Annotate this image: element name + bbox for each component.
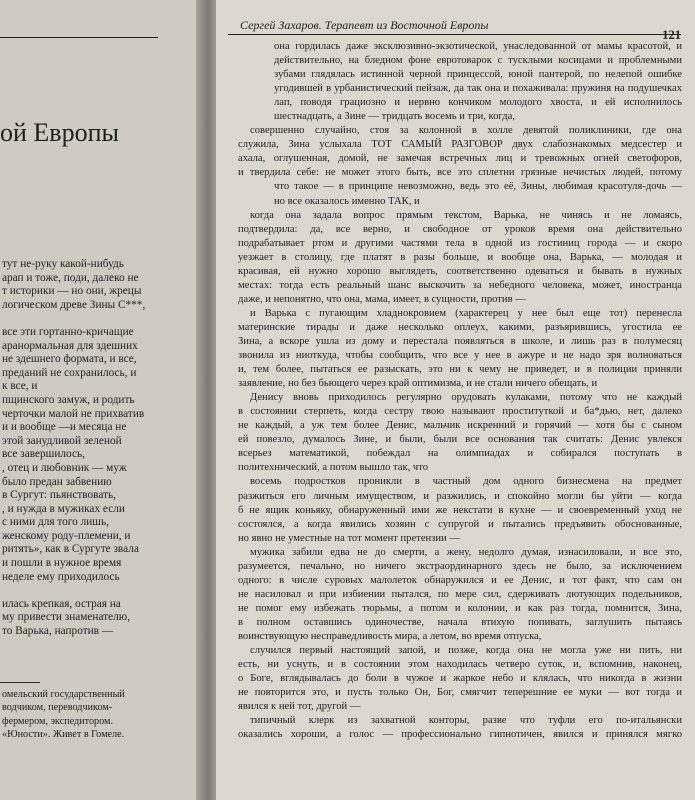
- text-line: мужика забили едва не до смерти, а жену, недолго думая, изнасиловали, и все это,: [250, 546, 682, 558]
- left-text-line: было предан забвению: [2, 475, 112, 488]
- left-text-line: не здешнего формата, и все,: [2, 353, 137, 366]
- text-line: действительно, на бледном фоне евротоварок с тусклыми косицами и проблемными: [274, 55, 682, 67]
- left-text-line: и и вообще —и месяца не: [2, 421, 127, 434]
- footnote-line: «Юности». Живет в Гомеле.: [2, 729, 125, 741]
- text-line: угодившей в урбанистический пейзаж, да так она и похаживала: пружиня на подушечках: [274, 83, 682, 95]
- text-line: Зина, а вскоре ушла из дому и перестала появляться в школе, и лишь раз в полумесяц: [238, 335, 682, 347]
- footnote-line: омельский государственный: [2, 689, 125, 700]
- text-line: звонила из ниоткуда, чтобы сообщить, что все у нее в ажуре и не надо зря волноваться: [238, 350, 682, 362]
- text-line: восемь подростков проникли в частный дом одного бизнесмена на предмет: [250, 476, 682, 488]
- left-text-line: т историки — но они, жрецы: [2, 285, 142, 298]
- left-text-line: этой занудливой зеленой: [2, 434, 122, 447]
- left-text-line: [2, 312, 192, 326]
- text-line: не насиловал и при избиении пытался, по мере сил, сдерживать лютующих подельников,: [238, 588, 682, 600]
- text-line: лап, поводя грациозно и нервно кончиком молодого хвоста, и ей исполнилось: [274, 97, 682, 109]
- text-line: и, тем более, пытаться ее разыскать, это ни к чему не приведет, и в полиции приняли: [238, 364, 682, 376]
- right-page-body: [224, 40, 682, 742]
- text-line: случился первый настоящий запой, и позже, когда она не могла уже ни пить, ни: [250, 645, 682, 657]
- text-line: материнские тирады и даже несколько оплеух, какими, разъярившись, угостила ее: [238, 321, 682, 333]
- text-line: политехнический, а потом вышло так, что: [238, 462, 429, 474]
- left-text-line: , и нужда в мужиках если: [2, 502, 125, 515]
- left-text-line: логическом древе Зины С***,: [2, 298, 146, 311]
- page-number: 121: [662, 28, 681, 42]
- text-line: воинствующую несправедливость мира, а летом, во время отпуска,: [238, 630, 542, 642]
- left-text-line: к все, и: [2, 380, 38, 393]
- footnote-line: фермером, экспедитором.: [2, 715, 114, 727]
- text-line: ей повезло, думалось Зине, и были, были все основания так считать: Денис увлекся: [238, 434, 682, 446]
- left-text-line: пщинского замуж, и родить: [2, 393, 135, 406]
- text-line: служила, Зина услыхала ТОТ САМЫЙ РАЗГОВОР двух слабознакомых медсестер и: [238, 139, 682, 151]
- text-line: местах: тогда есть реальный шанс выскочить за небедного человека, может, иностранца: [238, 279, 682, 291]
- left-text-line: с ними для того лишь,: [2, 516, 109, 529]
- text-line: разжиться его личным имуществом, и разжились, и спокойно могли бы уйти — когда: [238, 490, 682, 502]
- right-page: [216, 0, 695, 800]
- text-line: подрабатывает ртом и другими частями тела в одной из гостиниц города — и скоро: [238, 237, 682, 249]
- text-line: и Варька с пугающим хладнокровием (характерец у нее был еще тот) перенесла: [250, 307, 682, 319]
- text-line: не повторится это, и пусть только Он, Бог, смягчит теперешние ее муки — вот тогда и: [238, 687, 682, 699]
- left-text-line: все завершилось,: [2, 448, 85, 461]
- left-text-line: все эти гортанно-кричащие: [2, 325, 134, 338]
- text-line: явился к ней тот, другой —: [238, 701, 361, 713]
- text-line: но явно не уместные на тот момент претензии —: [238, 532, 460, 544]
- text-line: в полном оставшись одиночестве, начала втихую попивать, заглушить пытаясь: [238, 616, 682, 628]
- footnote-rule: [0, 682, 40, 683]
- text-line: она гордилась даже эксклюзивно-экзотической, унаследованной от мамы красотой, и: [274, 41, 682, 52]
- left-text-line: черточки малой не прихватив: [2, 407, 145, 420]
- text-line: подтвердила: да, все верно, и свободное от уроков время она действительно: [238, 223, 682, 235]
- text-line: совершенно случайно, стоя за колонной в холле девятой поликлиники, где она: [250, 125, 682, 137]
- text-line: когда она задала вопрос прямым текстом, Варька, не чинясь и не ломаясь,: [250, 209, 682, 221]
- left-text-line: в Сургут: пьянствовать,: [2, 489, 117, 502]
- footnote-line: водчиком, переводчиком-: [2, 702, 113, 714]
- text-line: есть, ни уснуть, и в состоянии этом находилась четверо суток, и, вспомнив, наконец,: [238, 659, 682, 671]
- text-line: заявление, но без бьющего через край оптимизма, и не стали ничего обещать, и: [238, 378, 598, 390]
- text-line: всерьез математикой, побеждал на олимпиадах и собирался поступать в: [238, 448, 682, 460]
- text-line: типичный клерк из захватной конторы, разве что туфли его по-итальянски: [250, 715, 682, 727]
- text-line: что такое — в принципе невозможно, ведь это её, Зины, любимая красотуля-дочь —: [274, 181, 682, 193]
- left-text-line: и пошли в нужное время: [2, 557, 122, 570]
- text-line: но все оказалось именно ТАК, и: [274, 195, 420, 207]
- text-line: Денису вновь приходилось регулярно орудовать кулаками, потому что не каждый: [250, 392, 682, 404]
- left-page-body: [2, 258, 192, 639]
- text-line: состоялся, а когда явились хозяин с супругой и пытались предъявить обоснованные,: [238, 518, 682, 530]
- text-line: зубами глядялась истинной черной принцессой, юной пантерой, по нелепой ошибке: [274, 69, 682, 81]
- text-line: и твердила себе: не может этого быть, все это сплетни грязные нечистых людей, потому: [238, 167, 682, 179]
- left-text-line: тут не-руку какой-нибудь: [2, 258, 124, 270]
- text-line: б не ящик коньяку, обнаруженный ими же некстати в кухне — и своевременный уход не: [238, 504, 682, 516]
- left-text-line: женскому роду-племени, и: [2, 529, 131, 542]
- running-head: Сергей Захаров. Терапевт из Восточной Европы: [240, 18, 489, 32]
- text-line: уезжает в столицу, где платят в разы больше, и вообще она, Варька, — молодая и: [238, 251, 682, 263]
- text-line: оказались хороши, а голос — профессионально гипнотичен, явился и принялся мягко: [238, 729, 682, 741]
- text-line: разумеется, печально, но ничего экстраординарного здесь не было, за исключением: [238, 560, 682, 572]
- left-text-line: , отец и любовник — муж: [2, 461, 127, 474]
- left-page-title: ой Европы: [0, 118, 119, 147]
- text-line: шестнадцать, а Зине — тридцать восемь и три, когда,: [274, 111, 515, 123]
- text-line: не каждый, а уж тем более Денис, мальчик искренний и горячий — хотя бы с сыном: [238, 420, 682, 432]
- left-text-line: преданий не сохранилось, и: [2, 366, 137, 379]
- text-line: не помог ему избежать тюрьмы, а потом и колонии, и как раз тогда, помнится, Зина,: [238, 602, 682, 614]
- left-text-line: арап и тоже, поди, далеко не: [2, 271, 139, 284]
- left-text-line: [2, 584, 192, 598]
- page-header: [228, 10, 681, 42]
- left-page: [0, 0, 200, 800]
- left-text-line: аранормальная для здешних: [2, 339, 138, 352]
- left-header-rule: [0, 37, 158, 38]
- left-text-line: илась крепкая, острая на: [2, 597, 121, 610]
- text-line: даже, и непонятно, что она, мама, имеет, в сущности, против —: [238, 293, 526, 305]
- text-line: ахала, оглушенная, домой, не замечая встречных лиц и тревожных огней светофоров,: [238, 153, 682, 165]
- text-line: красивая, ей нужно хорошо выглядеть, соответственно одеваться и бывать в нужных: [238, 265, 682, 277]
- left-text-line: му привести знаменателю,: [2, 611, 131, 624]
- left-text-line: ритять», как в Сургуте звала: [2, 543, 139, 556]
- left-text-line: то Варька, напротив —: [2, 625, 114, 638]
- text-line: в состоянии стерпеть, когда сестру твою называют проституткой и ба*дью, нет, далеко: [238, 406, 682, 418]
- text-line: одного: в числе суровых малолеток обнаружился и ее Денис, и тот факт, что сам он: [238, 574, 682, 586]
- left-page-footnote: [2, 688, 125, 742]
- text-line: о Боге, вглядывалась до боли в чужое и жаркое небо и клялась, что никогда в жизни: [238, 673, 682, 685]
- left-text-line: неделе ему приходилось: [2, 570, 120, 583]
